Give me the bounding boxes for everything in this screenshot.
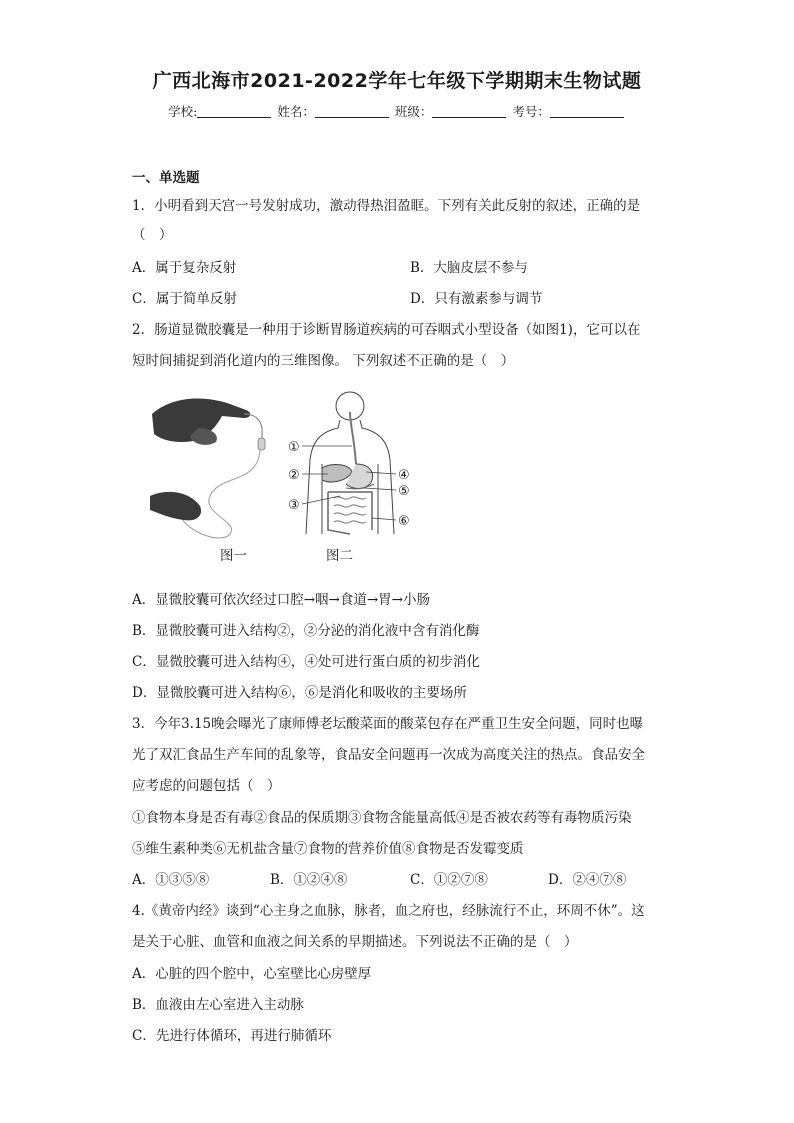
- fig-label-3: ③: [288, 498, 300, 513]
- student-info-line: [0, 102, 794, 120]
- name-label: 姓名：: [277, 104, 315, 119]
- page-title: 广西北海市2021-2022学年七年级下学期期末生物试题: [152, 70, 642, 92]
- q4-stem-line2: 是关于心脏、血管和血液之间关系的早期描述。下列说法不正确的是（ ）: [132, 934, 578, 950]
- q1-option-a[interactable]: A．属于复杂反射: [132, 260, 237, 276]
- q1-stem-line1: 1．小明看到天宫一号发射成功，激动得热泪盈眶。下列有关此反射的叙述，正确的是: [132, 198, 641, 214]
- q1-option-b[interactable]: B．大脑皮层不参与: [410, 260, 528, 276]
- q4-option-a[interactable]: A．心脏的四个腔中，心室壁比心房壁厚: [132, 966, 372, 982]
- q3-items-line2: ⑤维生素种类⑥无机盐含量⑦食物的营养价值⑧食物是否发霉变质: [132, 841, 524, 857]
- figure-2-caption: 图二: [326, 548, 353, 564]
- q4-option-c[interactable]: C．先进行体循环，再进行肺循环: [132, 1028, 332, 1044]
- q1-option-c[interactable]: C．属于简单反射: [132, 291, 237, 307]
- fig-label-1: ①: [288, 440, 300, 455]
- q3-stem-line2: 光了双汇食品生产车间的乱象等，食品安全问题再一次成为高度关注的热点。食品安全: [132, 747, 645, 763]
- q2-option-b[interactable]: B．显微胶囊可进入结构②，②分泌的消化液中含有消化酶: [132, 623, 480, 639]
- q3-items-line1: ①食物本身是否有毒②食品的保质期③食物含能量高低④是否被农药等有毒物质污染: [132, 810, 632, 826]
- q1-stem-line2: （ ）: [132, 227, 173, 243]
- q4-stem-line1: 4.《黄帝内经》谈到“心主身之血脉，脉者，血之府也，经脉流行不止，环周不休”。这: [132, 903, 645, 919]
- class-blank[interactable]: [432, 105, 506, 118]
- fig-label-5: ⑤: [398, 484, 410, 499]
- section-heading: 一、单选题: [132, 170, 200, 186]
- capsule-hand-illustration: [150, 399, 265, 538]
- q3-stem-line3: 应考虑的问题包括（ ）: [132, 778, 281, 794]
- q3-option-a[interactable]: A．①③⑤⑧: [132, 872, 210, 888]
- digestive-body-outline: [306, 392, 394, 534]
- q2-figure: [150, 384, 450, 564]
- number-blank[interactable]: [550, 105, 624, 118]
- fig-label-2: ②: [288, 468, 300, 483]
- q3-option-c[interactable]: C．①②⑦⑧: [410, 872, 488, 888]
- q2-stem-line2: 短时间捕捉到消化道内的三维图像。 下列叙述不正确的是（ ）: [132, 353, 515, 369]
- fig-label-4: ④: [398, 468, 410, 483]
- q1-option-d[interactable]: D．只有激素参与调节: [410, 291, 543, 307]
- fig-label-6: ⑥: [398, 514, 410, 529]
- q4-option-b[interactable]: B．血液由左心室进入主动脉: [132, 997, 304, 1013]
- q2-option-d[interactable]: D．显微胶囊可进入结构⑥，⑥是消化和吸收的主要场所: [132, 685, 467, 701]
- q3-option-b[interactable]: B．①②④⑧: [270, 872, 348, 888]
- digestive-system-figure: [150, 384, 450, 564]
- q3-option-d[interactable]: D．②④⑦⑧: [548, 872, 627, 888]
- school-blank[interactable]: [197, 105, 271, 118]
- number-label: 考号：: [512, 104, 550, 119]
- class-label: 班级：: [394, 104, 433, 119]
- q2-option-a[interactable]: A．显微胶囊可依次经过口腔→咽→食道→胃→小肠: [132, 592, 430, 608]
- q2-stem-line1: 2．肠道显微胶囊是一种用于诊断胃肠道疾病的可吞咽式小型设备（如图1)，它可以在: [132, 322, 641, 338]
- school-label: 学校:: [168, 104, 198, 119]
- q3-stem-line1: 3．今年3.15晚会曝光了康师傅老坛酸菜面的酸菜包存在严重卫生安全问题，同时也曝: [132, 716, 644, 732]
- name-blank[interactable]: [315, 105, 389, 118]
- figure-1-caption: 图一: [220, 548, 247, 564]
- q2-option-c[interactable]: C．显微胶囊可进入结构④，④处可进行蛋白质的初步消化: [132, 654, 480, 670]
